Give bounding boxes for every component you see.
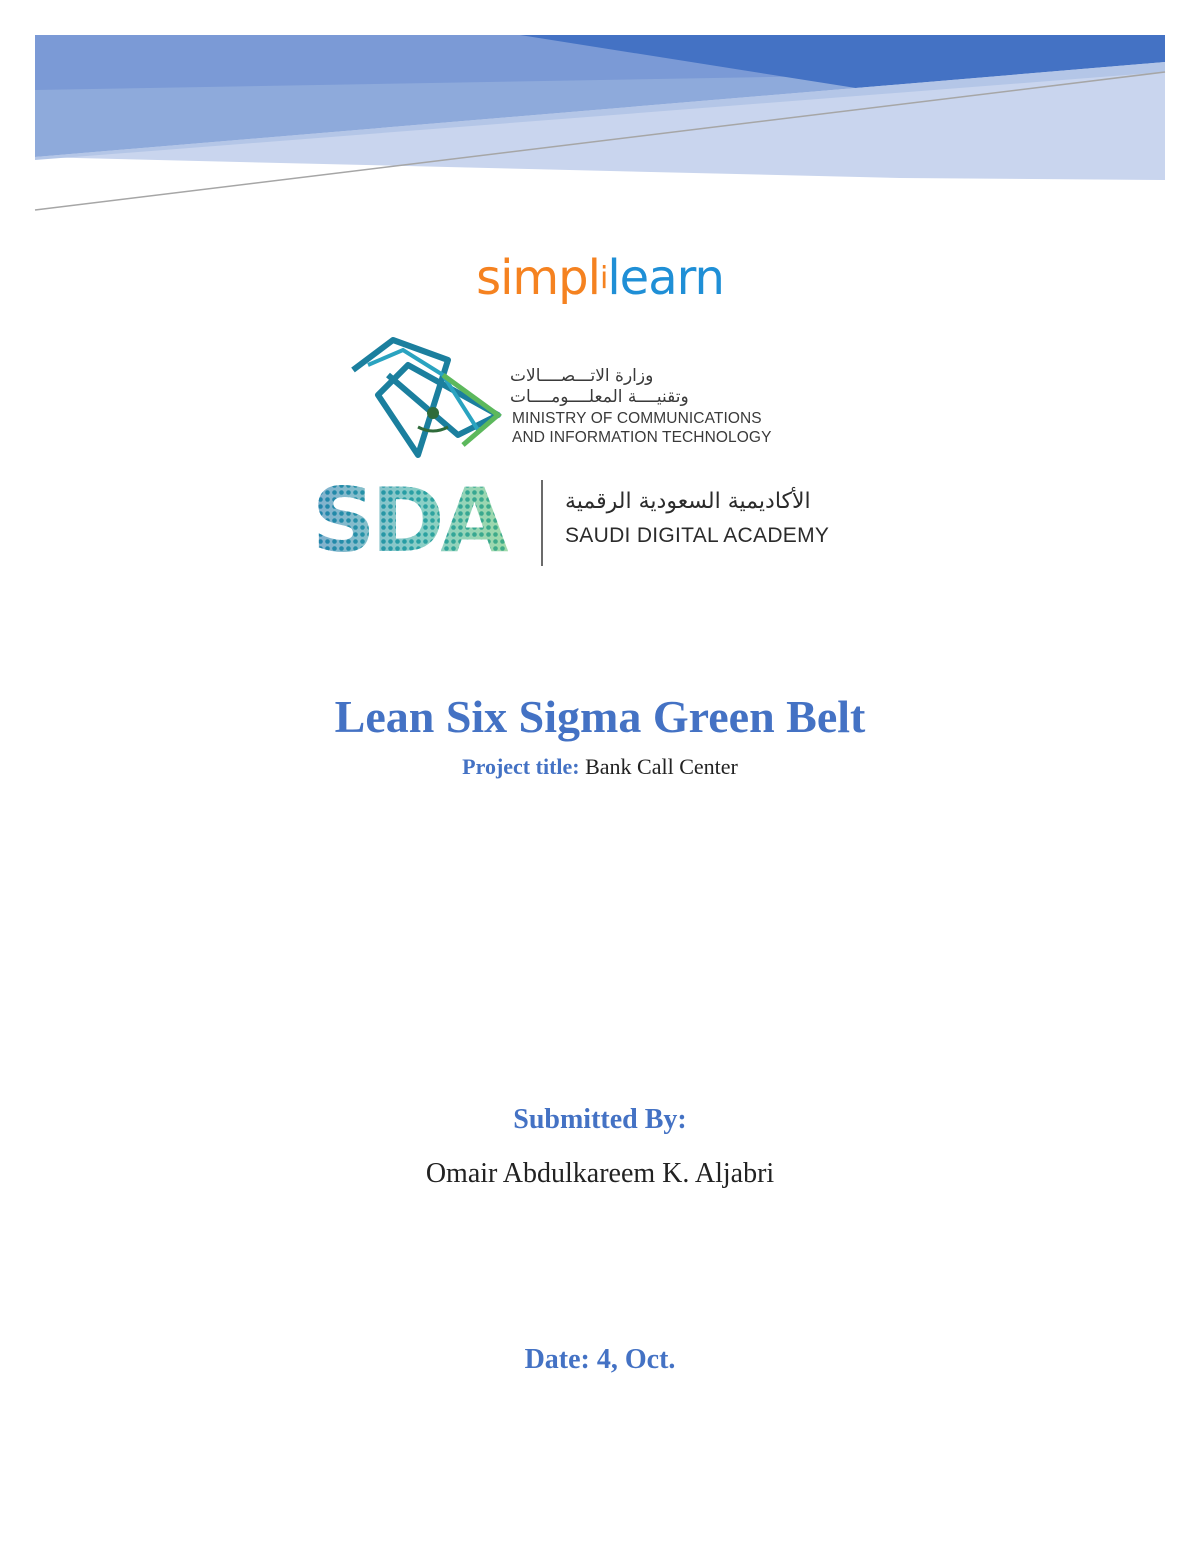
ministry-english-line2: AND INFORMATION TECHNOLOGY xyxy=(512,429,772,446)
project-title-value: Bank Call Center xyxy=(585,754,738,779)
sda-arabic-name: الأكاديمية السعودية الرقمية xyxy=(565,489,811,514)
ministry-arabic-line1: وزارة الاتـــصــــالات xyxy=(510,366,654,386)
simplilearn-separator: i xyxy=(599,261,608,296)
sda-divider xyxy=(541,480,543,566)
simplilearn-logo xyxy=(0,250,1200,330)
simplilearn-part2: learn xyxy=(607,250,724,306)
sda-logo xyxy=(310,475,890,570)
simplilearn-part1: simpl xyxy=(476,250,600,306)
ministry-arabic-line2: وتقنيــــة المعلــــومــــات xyxy=(510,387,689,407)
author-name: Omair Abdulkareem K. Aljabri xyxy=(425,1158,775,1189)
project-title-line xyxy=(0,754,1200,780)
ministry-english-line1: MINISTRY OF COMMUNICATIONS xyxy=(512,410,762,427)
document-title: Lean Six Sigma Green Belt xyxy=(334,691,866,742)
sda-english-name: SAUDI DIGITAL ACADEMY xyxy=(565,524,830,547)
header-banner xyxy=(0,0,1200,220)
sda-mark-icon xyxy=(310,475,525,565)
ministry-logo xyxy=(340,330,800,460)
project-title-label: Project title: xyxy=(462,754,580,779)
submission-date: Date: 4, Oct. xyxy=(524,1344,676,1375)
ministry-emblem-icon xyxy=(348,335,508,460)
submitted-by-label: Submitted By: xyxy=(513,1104,687,1135)
